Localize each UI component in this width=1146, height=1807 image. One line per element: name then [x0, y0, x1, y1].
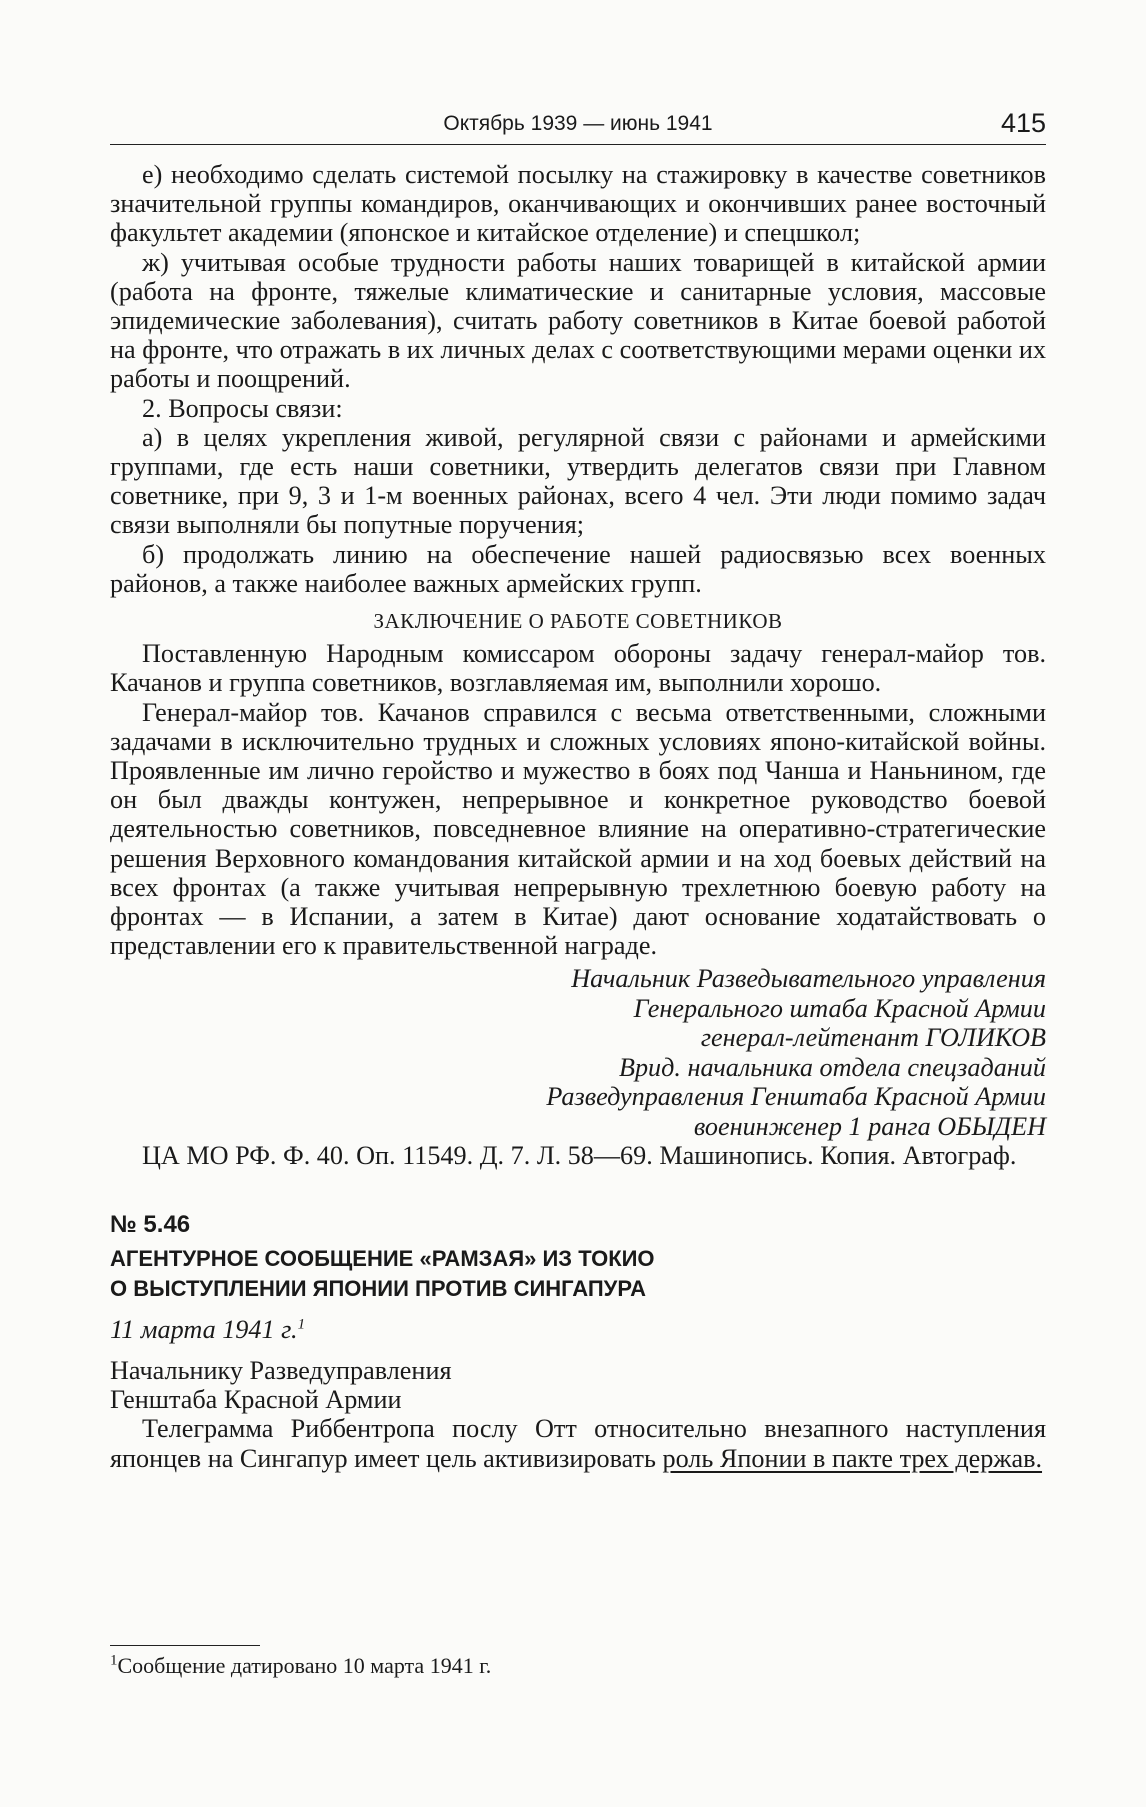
conclusion-paragraph: Поставленную Народным комиссаром обороны задачу генерал-майор тов. Качанов и группа советников, возглавляемая им, выполнили хорошо. [110, 639, 1046, 698]
footnote-mark: 1 [110, 1652, 118, 1669]
paragraph-communication-issues: 2. Вопросы связи: [142, 393, 343, 423]
signature-line: Генерального штаба Красной Армии [633, 993, 1046, 1023]
footnote-reference[interactable]: 1 [297, 1316, 306, 1333]
addressee-line: Генштаба Красной Армии [110, 1385, 402, 1415]
page-header [110, 108, 1046, 145]
document-number: № 5.46 [110, 1211, 191, 1239]
paragraph-zh: ж) учитывая особые трудности работы наших товарищей в китайской армии (работа на фронте, тяжелые климатические и санитарные условия, массовые эпидемические заболевания), считать работу советников в Китае боевой работой на фронте, что отражать в их личных делах с соответствующими мерами оценки их работы и поощрений. [110, 247, 1046, 394]
signature-line: Начальник Разведывательного управления [571, 964, 1046, 994]
paragraph-b: б) продолжать линию на обеспечение нашей радиосвязью всех военных районов, а также наиболее важных армейских групп. [110, 539, 1046, 598]
telegram-text: Телеграмма Риббентропа послу Отт относительно внезапного наступления японцев на Сингапур имеет цель активизировать [110, 1414, 1046, 1473]
document-title-line: О ВЫСТУПЛЕНИИ ЯПОНИИ ПРОТИВ СИНГАПУРА [110, 1276, 646, 1302]
addressee-line: Начальнику Разведуправления [110, 1356, 452, 1386]
page-body [110, 160, 1046, 1473]
section-heading: ЗАКЛЮЧЕНИЕ О РАБОТЕ СОВЕТНИКОВ [373, 609, 783, 634]
archive-note: ЦА МО РФ. Ф. 40. Оп. 11549. Д. 7. Л. 58—69. Машинопись. Копия. Автограф. [142, 1140, 1017, 1170]
signature-line: Разведуправления Генштаба Красной Армии [546, 1082, 1046, 1112]
document-date [110, 1315, 1046, 1344]
underlined-phrase: роль Японии в пакте трех держав. [662, 1443, 1043, 1473]
signature-block [110, 964, 1046, 1140]
document-title-line: АГЕНТУРНОЕ СООБЩЕНИЕ «РАМЗАЯ» ИЗ ТОКИО [110, 1246, 655, 1272]
addressee [110, 1356, 1046, 1414]
document-title [110, 1244, 1046, 1304]
page-number: 415 [1000, 108, 1046, 138]
signature-line: Врид. начальника отдела спецзаданий [618, 1052, 1046, 1082]
paragraph-e: е) необходимо сделать системой посылку на стажировку в качестве советников значительной группы командиров, оканчивающих и окончивших ранее восточный факультет академии (японское и китайское отделение) и спецшкол; [110, 160, 1046, 248]
conclusion-paragraph: Генерал-майор тов. Качанов справился с весьма ответственными, сложными задачами в исключительно трудных и сложных условиях японо-китайской войны. Проявленные им лично геройство и мужество в боях под Чанша и Наньнином, где он был дважды контужен, непрерывное и конкретное руководство боевой деятельностью советников, повседневное влияние на оперативно-стратегические решения Верховного командования китайской армии и на ход боевых действий на всех фронтах (а также учитывая непрерывную трехлетнюю боевую работу на фронтах — в Испании, а затем в Китае) дают основание ходатайствовать о представлении его к правительственной награде. [110, 697, 1046, 961]
signature-line: генерал-лейтенант ГОЛИКОВ [700, 1023, 1046, 1053]
footnote-text: Сообщение датировано 10 марта 1941 г. [117, 1653, 492, 1678]
signature-line: военинженер 1 ранга ОБЫДЕН [693, 1111, 1046, 1141]
paragraph-a: а) в целях укрепления живой, регулярной связи с районами и армейскими группами, где есть наши советники, утвердить делегатов связи при Главном советнике, при 9, 3 и 1-м военных районах, всего 4 чел. Эти люди помимо задач связи выполняли бы попутные поручения; [110, 422, 1046, 540]
telegram-paragraph [110, 1414, 1046, 1472]
running-title: Октябрь 1939 — июнь 1941 [443, 112, 713, 135]
date-text: 11 марта 1941 г. [110, 1315, 298, 1345]
footnote-divider [110, 1645, 260, 1646]
footnote [110, 1652, 491, 1680]
